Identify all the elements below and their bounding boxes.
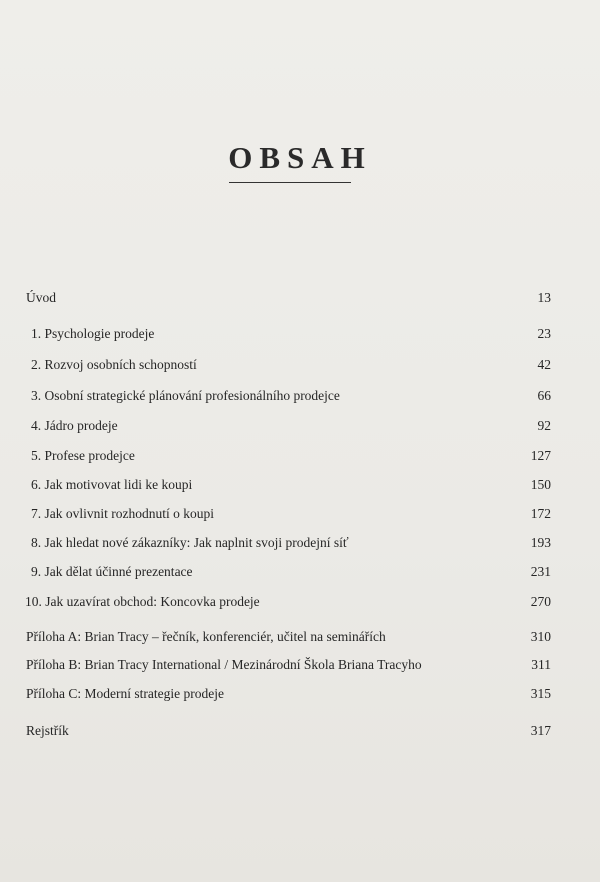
toc-entry-page: 315 (530, 686, 551, 701)
toc-entry-label: 5. Profese prodejce (31, 448, 135, 463)
toc-entry-appendix-a (0, 627, 600, 647)
toc-entry-label: 6. Jak motivovat lidi ke koupi (31, 477, 193, 492)
toc-entry-page: 317 (530, 723, 551, 738)
toc-entry-appendix-c (0, 684, 600, 704)
toc-entry-intro (0, 288, 600, 308)
toc-entry-chapter-1 (0, 324, 600, 344)
toc-entry-label: 1. Psychologie prodeje (31, 326, 155, 341)
toc-entry-page: 270 (530, 594, 551, 609)
toc-entry-page: 42 (537, 357, 551, 372)
toc-entry-page: 193 (530, 535, 551, 550)
toc-entry-chapter-8 (0, 533, 600, 553)
toc-entry-page: 66 (537, 388, 551, 403)
toc-entry-page: 92 (537, 418, 551, 433)
toc-entry-label: Příloha C: Moderní strategie prodeje (26, 686, 224, 701)
toc-entry-page: 150 (530, 477, 551, 492)
toc-entry-chapter-4 (0, 416, 600, 436)
toc-entry-chapter-9 (0, 562, 600, 582)
toc-entry-page: 231 (530, 564, 551, 579)
title-underline (229, 182, 351, 183)
toc-entry-page: 13 (537, 290, 551, 305)
toc-entry-page: 127 (530, 448, 551, 463)
toc-entry-chapter-6 (0, 475, 600, 495)
toc-entry-label: Příloha A: Brian Tracy – řečník, konferenciér, učitel na seminářích (26, 629, 386, 644)
toc-entry-label: 4. Jádro prodeje (31, 418, 118, 433)
toc-entry-chapter-7 (0, 504, 600, 524)
toc-entry-index (0, 721, 600, 741)
toc-entry-label: 3. Osobní strategické plánování profesionálního prodejce (31, 388, 340, 403)
page-title: OBSAH (228, 140, 372, 175)
toc-entry-page: 23 (537, 326, 551, 341)
toc-entry-chapter-5 (0, 446, 600, 466)
toc-entry-label: 9. Jak dělat účinné prezentace (31, 564, 193, 579)
toc-entry-label: 8. Jak hledat nové zákazníky: Jak naplnit svoji prodejní síť (31, 535, 349, 550)
toc-entry-label: Příloha B: Brian Tracy International / Mezinárodní Škola Briana Tracyho (26, 657, 422, 672)
toc-entry-label: Úvod (26, 290, 56, 305)
toc-entry-page: 172 (530, 506, 551, 521)
toc-entry-page: 311 (531, 657, 551, 672)
toc-entry-label: 7. Jak ovlivnit rozhodnutí o koupi (31, 506, 214, 521)
toc-entry-chapter-2 (0, 355, 600, 375)
toc-entry-chapter-3 (0, 386, 600, 406)
toc-entry-chapter-10 (0, 592, 600, 612)
toc-entry-label: Rejstřík (26, 723, 69, 738)
toc-entry-label: 10. Jak uzavírat obchod: Koncovka prodeje (25, 594, 260, 609)
toc-entry-page: 310 (530, 629, 551, 644)
toc-entry-appendix-b (0, 655, 600, 675)
toc-entry-label: 2. Rozvoj osobních schopností (31, 357, 197, 372)
